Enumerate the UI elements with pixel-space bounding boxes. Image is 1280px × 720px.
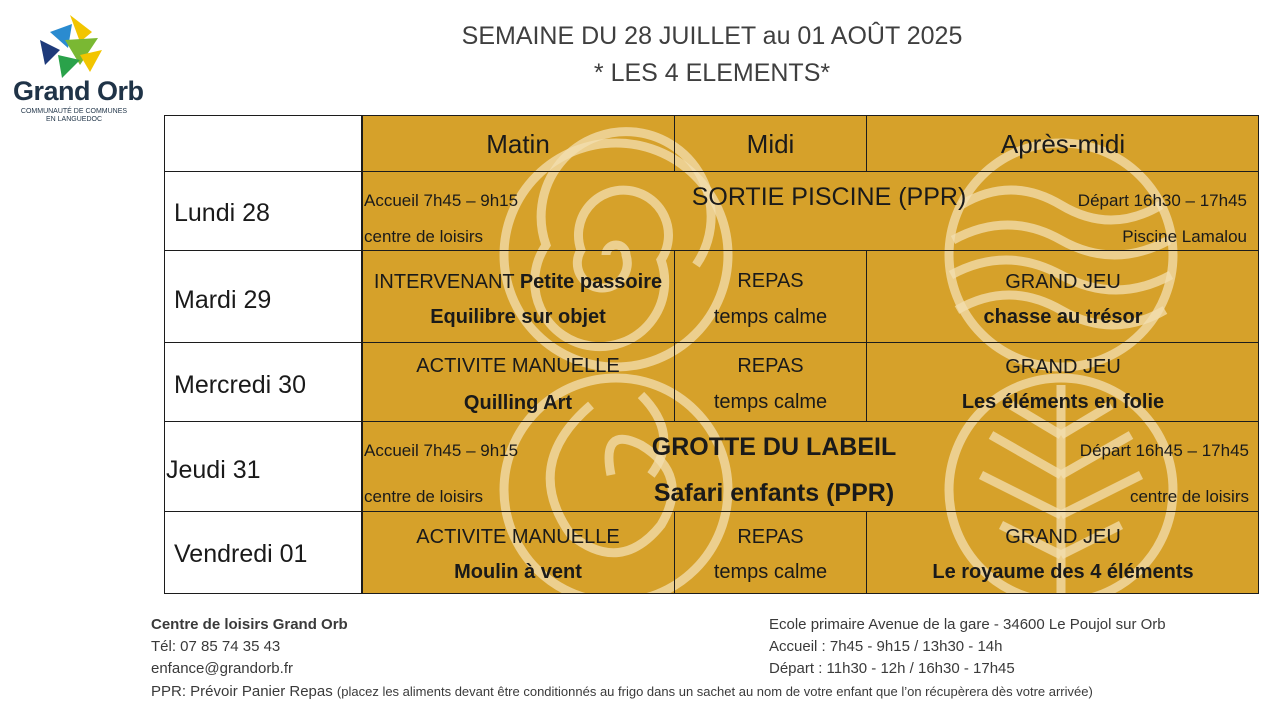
vendredi-matin-detail: Moulin à vent: [454, 561, 582, 583]
logo-name: Grand Orb: [13, 76, 144, 106]
lundi-lieu-accueil: centre de loisirs: [364, 227, 484, 246]
footer-ppr: [151, 683, 1093, 700]
logo-mark-icon: [10, 10, 130, 85]
footer-tel: Tél: 07 85 74 35 43: [151, 638, 281, 655]
mercredi-apres-type: GRAND JEU: [1005, 356, 1121, 378]
title-theme: * LES 4 ELEMENTS*: [593, 59, 831, 87]
jeudi-accueil: Accueil 7h45 – 9h15: [364, 441, 519, 460]
mardi-matin-detail: Equilibre sur objet: [430, 306, 606, 328]
day-label-mardi: Mardi 29: [174, 286, 272, 314]
logo-subtitle-line2: EN LANGUEDOC: [45, 116, 102, 123]
row-divider: [164, 511, 1259, 512]
mardi-apres-detail: chasse au trésor: [983, 306, 1143, 328]
mardi-midi-repas: REPAS: [737, 270, 804, 292]
vendredi-midi-calme: temps calme: [713, 561, 828, 583]
mercredi-midi-repas: REPAS: [737, 355, 804, 377]
header-matin: Matin: [486, 129, 550, 159]
row-divider: [164, 171, 1259, 172]
row-divider: [164, 342, 1259, 343]
header-midi: Midi: [746, 129, 795, 159]
vendredi-midi-repas: REPAS: [737, 526, 804, 548]
row-divider: [164, 421, 1259, 422]
mercredi-matin-type: ACTIVITE MANUELLE: [416, 355, 620, 377]
lundi-accueil: Accueil 7h45 – 9h15: [364, 191, 519, 210]
footer-depart: Départ : 11h30 - 12h / 16h30 - 17h45: [769, 660, 1015, 677]
jeudi-lieu-accueil: centre de loisirs: [364, 487, 484, 506]
mercredi-midi-calme: temps calme: [713, 391, 828, 413]
mardi-matin-activite: [362, 271, 674, 294]
logo-subtitle: [14, 108, 134, 124]
footer-ppr-note: (placez les aliments devant être conditionnés au frigo dans un sachet au nom de votre enfant que l’on récupèrera dès votre arrivée): [336, 684, 1093, 699]
day-label-mercredi: Mercredi 30: [174, 371, 306, 399]
mardi-matin-type: INTERVENANT: [373, 271, 520, 293]
lundi-depart: Départ 16h30 – 17h45: [1077, 191, 1247, 210]
footer-accueil: Accueil : 7h45 - 9h15 / 13h30 - 14h: [769, 638, 1003, 655]
day-label-jeudi: Jeudi 31: [166, 456, 261, 484]
page-title: [360, 18, 1064, 92]
row-divider: [164, 250, 1259, 251]
jeudi-depart: Départ 16h45 – 17h45: [1079, 441, 1249, 460]
footer-email: enfance@grandorb.fr: [151, 660, 293, 677]
jeudi-safari: Safari enfants (PPR): [653, 479, 895, 507]
mercredi-matin-detail: Quilling Art: [463, 392, 573, 414]
logo-subtitle-line1: COMMUNAUTÉ DE COMMUNES: [20, 108, 128, 115]
schedule-table: [164, 115, 1259, 594]
mardi-midi-calme: temps calme: [713, 306, 828, 328]
lundi-lieu-depart: Piscine Lamalou: [1122, 227, 1247, 246]
vendredi-apres-type: GRAND JEU: [1005, 526, 1121, 548]
mardi-apres-type: GRAND JEU: [1005, 271, 1121, 293]
footer-address: Ecole primaire Avenue de la gare - 34600 Le Poujol sur Orb: [769, 616, 1166, 633]
jeudi-sortie: GROTTE DU LABEIL: [651, 433, 897, 461]
mercredi-apres-detail: Les éléments en folie: [961, 391, 1165, 413]
mardi-matin-intervenant: Petite passoire: [519, 271, 663, 293]
footer-org: Centre de loisirs Grand Orb: [151, 616, 348, 633]
vendredi-apres-detail: Le royaume des 4 éléments: [932, 561, 1194, 583]
jeudi-lieu-depart: centre de loisirs: [1129, 487, 1249, 506]
footer-ppr-label: PPR: Prévoir Panier Repas: [151, 683, 337, 700]
header-apres-midi: Après-midi: [1000, 129, 1126, 159]
title-week: SEMAINE DU 28 JUILLET au 01 AOÛT 2025: [461, 22, 963, 50]
lundi-sortie: SORTIE PISCINE (PPR): [691, 183, 967, 211]
vendredi-matin-type: ACTIVITE MANUELLE: [416, 526, 620, 548]
day-label-lundi: Lundi 28: [174, 199, 270, 227]
day-label-vendredi: Vendredi 01: [174, 540, 308, 568]
